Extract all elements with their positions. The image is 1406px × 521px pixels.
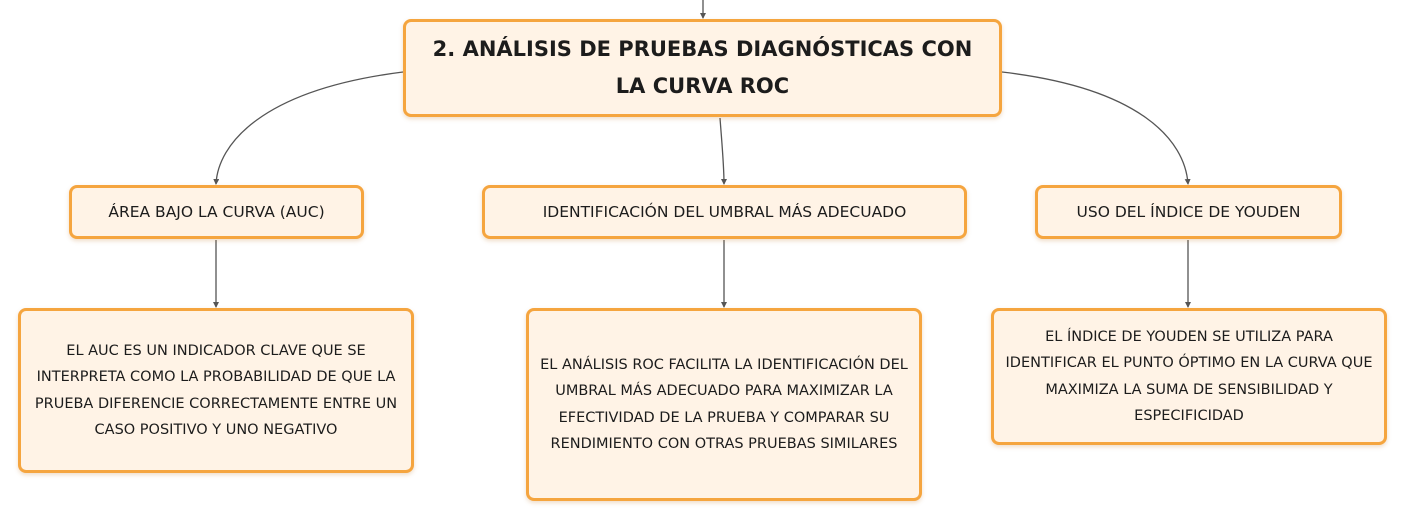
root-topic-title: 2. ANÁLISIS DE PRUEBAS DIAGNÓSTICAS CON LA CURVA ROC	[432, 37, 973, 98]
branch-topic-umbral[interactable]	[482, 185, 967, 239]
detail-topic-text: EL ÍNDICE DE YOUDEN SE UTILIZA PARA IDENTIFICAR EL PUNTO ÓPTIMO EN LA CURVA QUE MAXIMIZA LA SUMA DE SENSIBILIDAD Y ESPECIFICIDAD	[1005, 328, 1373, 424]
root-topic[interactable]	[403, 19, 1002, 117]
detail-topic-text: EL AUC ES UN INDICADOR CLAVE QUE SE INTERPRETA COMO LA PROBABILIDAD DE QUE LA PRUEBA DIFERENCIE CORRECTAMENTE ENTRE UN CASO POSITIVO Y UNO NEGATIVO	[34, 342, 398, 438]
detail-topic-youden[interactable]	[991, 308, 1387, 445]
detail-topic-auc[interactable]	[18, 308, 414, 473]
connector-root-to-youden	[1002, 72, 1188, 184]
detail-topic-text: EL ANÁLISIS ROC FACILITA LA IDENTIFICACIÓN DEL UMBRAL MÁS ADECUADO PARA MAXIMIZAR LA EFECTIVIDAD DE LA PRUEBA Y COMPARAR SU RENDIMIENTO CON OTRAS PRUEBAS SIMILARES	[540, 356, 908, 452]
connector-root-to-auc	[216, 72, 403, 184]
branch-topic-label: ÁREA BAJO LA CURVA (AUC)	[108, 203, 325, 221]
branch-topic-auc[interactable]	[69, 185, 364, 239]
branch-topic-youden[interactable]	[1035, 185, 1342, 239]
branch-topic-label: IDENTIFICACIÓN DEL UMBRAL MÁS ADECUADO	[542, 203, 907, 221]
connector-root-to-umbral	[720, 118, 724, 184]
branch-topic-label: USO DEL ÍNDICE DE YOUDEN	[1076, 203, 1301, 221]
detail-topic-umbral[interactable]	[526, 308, 922, 501]
